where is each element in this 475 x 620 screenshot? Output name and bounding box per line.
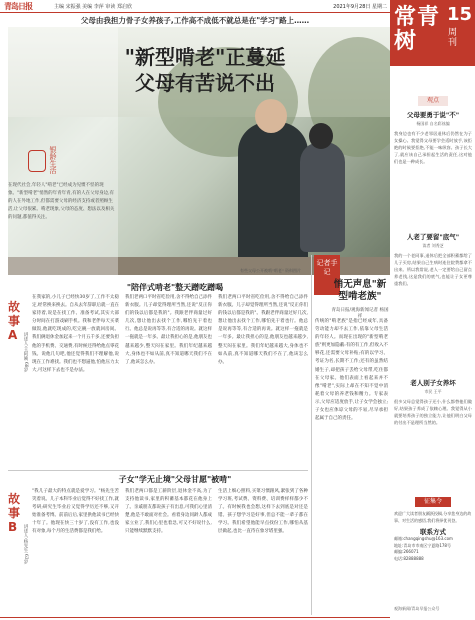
opinion-2-byline: 读者 刘秀芝 [422, 243, 444, 248]
opinion-1 [394, 110, 472, 230]
reporter-note-title: 悄无声息"新型啃老族" [333, 279, 387, 302]
contact-tag: 征集令 [415, 497, 451, 507]
story-b-narrator: 讲述人:杨先生 63岁 [23, 524, 28, 565]
column-name: 常青树 [394, 5, 441, 54]
story-a-column-2: 我们老两口平时省吃俭用,舍不得给自己添件新衣服。儿子却觉得理所当然,还说"反正你们的钱以后都是我的"。我跟老伴商量过好几次,想让他出去找个工作,哪怕先干着也行。他总是说再等等,有合适的再说。就这样一拖就是一年多。最让我担心的是,他朋友也越来越少,整天闷在家里。我们年纪越来越大,身体也不如从前,真不知道哪天我们不在了,他该怎么办。 [125, 295, 212, 365]
intro-text: 在现代社会,年轻人"啃老"已经成为见惯不怪的现象。"新型啃老"悄然的年青年青,有的人在父母身边,有的人在外地工作,但都需要父母的经济支持或者照顾生活,让父母很累。啃老现象,父母的态度、想法以及相关的问题,都值得关注。 [8, 183, 115, 220]
opinion-3-byline: 市民 王平 [424, 389, 442, 394]
photo-figure-young-head [309, 123, 333, 149]
story-b-column-1: "我儿子最大的特点就是爱学习。"杨先生苦笑着说。儿子本科毕业后觉得不好找工作,就考研;研究生毕业后又觉得学历还不够,又开始准备考博。前前后后,家里供他读书已经快十年了。他现在快三十岁了,没有工作,也没有对象,每个月的生活费都是我们给。 [32, 489, 119, 535]
story-a-column-1: 在我家的,小儿子已经快30岁了,工作不太稳定,经常换来换去。自从去年辞职后就一直在家待着,说是在找工作、准备考试,其实大部分时间在打游戏刷手机。我和老伴每天买菜做饭,他就吃现成的,吃完碗一放就回房间。我们俩退休金加起来一个月五千多,还要负担他的手机费、交通费,有时候还得给他点零花钱。说他几句吧,他还觉得我们不理解他,说现在工作难找。我们也不想逼他,怕他压力太大,可这样下去也不是办法。 [32, 295, 119, 373]
section-icon [28, 150, 46, 172]
page-footer: 观海新闻/青岛早报公众号 [394, 606, 440, 611]
opinion-1-byline: 杨国祥 自名彩丝编 [416, 121, 450, 126]
opinion-3 [394, 378, 472, 490]
story-a-badge: 故事A [8, 300, 21, 342]
story-b-badge: 故事B [8, 492, 21, 534]
opinion-3-title: 老人别子女养坏 [410, 379, 456, 387]
story-a-column-3: 我们老两口平时省吃俭用,舍不得给自己添件新衣服。儿子却觉得理所当然,还说"反正你们的钱以后都是我的"。我跟老伴商量过好几次,想让他出去找个工作,哪怕先干着也行。他总是说再等等,有合适的再说。就这样一拖就是一年多。最让我担心的是,他朋友也越来越少,整天闷在家里。我们年纪越来越大,身体也不如从前,真不知道哪天我们不在了,他该怎么办。 [218, 295, 308, 365]
column-frequency: 周刊 [448, 28, 458, 48]
photo-figure-young [300, 142, 345, 252]
bottom-rule [0, 617, 390, 618]
issue-number: 15 [447, 4, 473, 25]
story-a-subtitle: "陪伴式啃老"整天蹭吃蹭喝 [126, 283, 224, 292]
main-title-line1: "新型啃老"正蔓延 [124, 45, 286, 69]
story-b-subtitle: 子女"学无止境"父母甘愿"被啃" [118, 475, 232, 484]
issue-date: 2021年9月28日 星期二 [333, 4, 387, 10]
newspaper-logo [0, 0, 50, 12]
contact-title: 联系方式 [420, 528, 446, 536]
masthead-rule [0, 12, 390, 13]
opinion-2-title: 人老了要留"底气" [406, 233, 460, 241]
contact-intro: 欢迎广大读者朋友踊跃投稿,分享您身边的故事、对生活的感悟,我们将择优刊登。 [394, 511, 472, 523]
story-b-column-3: 生活上细心照料,买菜习惯跟风,紧张到了各种学习班,考试费、资料费、培训费样样都少不了。有时候我也会想,这样下去到底是对还是错。孩子想学习是好事,但总不能一辈子都在学习。我们希望他能早点找份工作,哪怕从基层做起,也比一直待在象牙塔里强。 [218, 489, 308, 535]
contact-address: 地址:青岛市市南区宁夏路178号 [394, 542, 451, 548]
column-header [390, 0, 475, 66]
story-a-narrator: 讲述人:王阿姨 68岁 [23, 332, 28, 373]
reporter-note-badge: 记者手记 [314, 255, 340, 295]
logo-text: 青岛日报 [4, 1, 32, 11]
opinion-3-body: 很多父母总觉得孩子还小,什么都替他们做好,结果孩子养成了依赖心理。我觉得从小就要培养孩子的独立能力,让他们明白父母的付出不是理所当然的。 [394, 399, 472, 425]
intro-panel [8, 27, 118, 275]
story-divider [8, 470, 308, 471]
reporter-note-body: 传统的"啃老族"是指已经成年,具备劳动能力却不去工作,依靠父母生活的年轻人。而现在出现的"新型啃老族"则更加隐蔽:有的有工作,但收入不够花,还需要父母补贴;有的以学习、考证为名,长期不工作;还有的虽然结婚生子,却把孩子丢给父母带,吃住都在父母家。他们表面上看起来并不像"啃老",实际上却在不知不觉中消耗着父母的养老钱和精力。专家表示,父母应适度放手,让子女学会独立;子女也应体谅父母的不易,尽早承担起属于自己的责任。 [315, 319, 388, 422]
contact-postcode: 邮编:266071 [394, 549, 419, 554]
photo-caption: 有些父母公开被啃"啃老" 资料图片 [240, 268, 301, 273]
contact-email: 邮箱:changqingshu@163.com [394, 536, 453, 541]
opinion-1-title: 父母要勇于说"不" [406, 111, 460, 119]
story-b-column-2: 我们老两口都是工薪阶层,退休金不高,为了支持他读书,家里的积蓄基本都花在他身上了。亲戚朋友都说孩子有出息,可我们心里清楚,他是不敢面对社会。看着身边同龄人都成家立业了,我们心里也着急,可又不好说什么,只能继续默默支持。 [125, 489, 212, 535]
main-title [110, 44, 300, 96]
editor-credits: 主编 宋振强 美编 李萍 审读 郑启欣 [54, 3, 132, 10]
opinion-1-body: 我身边也有不少老邻居退休后仍然在为子女操心。我觉得父母要学会适时放手,该拒绝的时候要拒绝,不能一味纵容。孩子长大了,就应该自己承担起生活的责任,这对他们也是一种成长。 [394, 131, 472, 164]
opinion-2-body: 我的一个老同事,退休后把全部积蓄都给了儿子买房,结果自己生病时连住院费都拿不出来。所以我常说,老人一定要给自己留点养老钱,这是我们的底气,也能让子女更尊重我们。 [394, 253, 472, 286]
photo-figure-elder [238, 122, 308, 272]
section-label: 银龄生活 [49, 146, 57, 174]
column-divider [311, 255, 312, 615]
main-title-line2: 父母有苦说不出 [135, 71, 275, 95]
contact-phone: 电话:82888888 [394, 555, 424, 561]
contact-box [394, 497, 472, 562]
photo-figure-elder-head [255, 99, 287, 133]
headline-kicker: 父母由我担力骨子女养孩子,工作高不成低不就总是在"学习"路上…… [80, 16, 310, 25]
opinion-2 [394, 232, 472, 367]
opinion-tag: 观点 [418, 96, 448, 106]
reporter-note-byline: 青岛日报/观海新闻记者 杨国祥 [331, 308, 389, 319]
